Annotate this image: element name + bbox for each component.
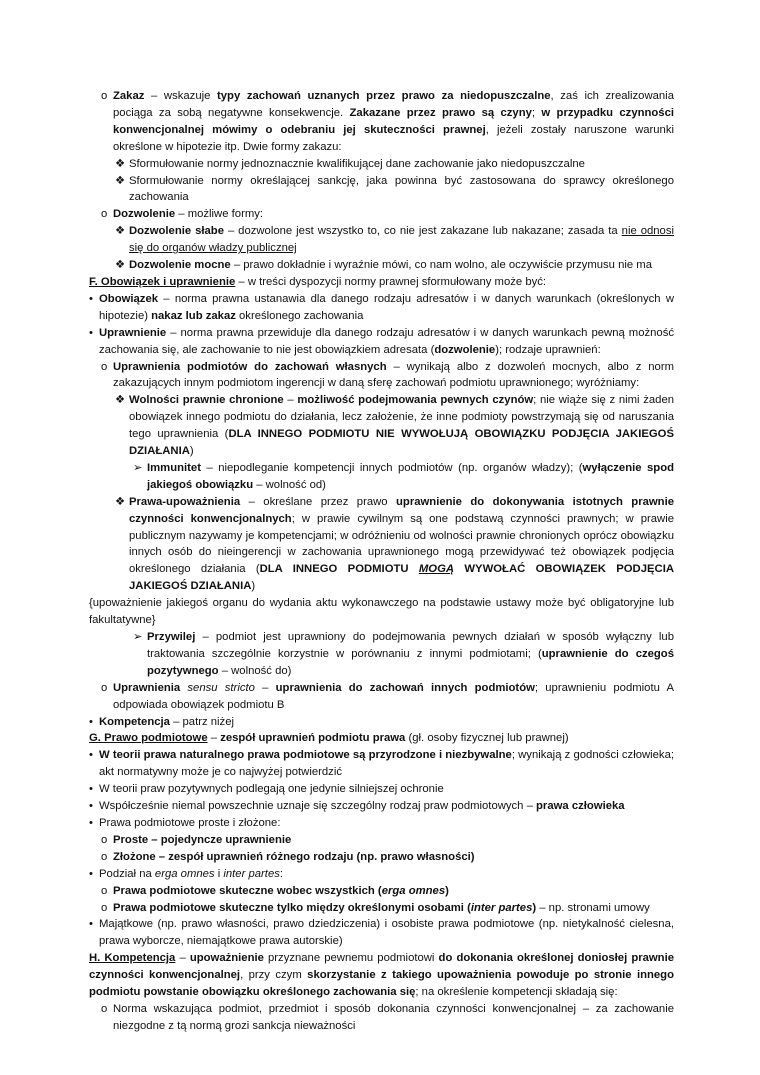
text-run: Dozwolenie [113,208,176,221]
text-run: – wolność do) [218,664,292,677]
text-run: upoważnienie [189,952,264,965]
diamond-bullet-icon: ❖ [115,394,126,407]
text-run: nie odnosi się do organów władzy publicznej [129,225,674,255]
text-run: F. Obowiązek i uprawnienie [89,275,236,288]
text-run: ; uprawnieniu podmiotu A odpowiada obowiązek podmiotu B [113,681,675,711]
text-run: Prawa podmiotowe skuteczne tylko między określonymi osobami ( [113,901,471,914]
text-run: Proste – pojedyncze uprawnienie [113,833,292,846]
diamond-bullet-icon: ❖ [115,495,126,508]
dot-bullet-icon: • [89,816,93,829]
paragraph [89,781,674,798]
text-run: Uprawnienia [113,681,188,694]
text-run: Sformułowanie normy jednoznacznie kwalifikującej dane zachowanie jako niedopuszczalne [129,157,585,170]
text-run: Uprawnienie [99,326,167,339]
text-run: W teorii praw pozytywnych podlegają one jedynie silniejszej ochronie [99,783,444,796]
text-run: do dokonania określonej doniosłej prawnie czynności konwencjonalnej [89,952,675,982]
paragraph [89,680,674,714]
text-run: WYWOŁAĆ OBOWIĄZEK PODJĘCIA JAKIEGOŚ DZIAŁANIA [129,563,674,593]
paragraph [89,900,674,917]
text-run: erga omnes [154,867,215,880]
dot-bullet-icon: • [89,867,93,880]
text-run: sensu stricto [187,681,255,694]
arrow-bullet-icon: ➢ [133,461,143,474]
text-run: ; [531,106,542,119]
document-page [89,88,674,1035]
text-run: przyznane pewnemu podmiotowi [263,952,439,965]
text-run: Sformułowanie normy określającej sankcję, jaka powinna być zastosowana do sprawcy określonego zachowania [129,174,674,204]
text-run: określonego zachowania [235,309,364,322]
text-run: uprawnienie do dokonywania istotnych prawnie czynności konwencjonalnych [129,495,674,525]
text-run: skorzystanie z takiego upoważnienia powoduje po stronie innego podmiotu powstanie obowiązku określonego zachowania się [89,969,674,999]
paragraph [89,730,674,747]
text-run: – niepodleganie kompetencji innych podmiotów (np. organów władzy); ( [200,461,583,474]
text-run: , zaś ich zrealizowania pociąga za sobą negatywne konsekwencje. [113,90,674,119]
text-run: ; na określenie kompetencji składają się: [415,986,618,999]
text-run: Współcześnie niemal powszechnie uznaje się szczególny rodzaj praw podmiotowych – [99,800,537,813]
text-run: – możliwe formy: [175,208,264,221]
paragraph [89,629,674,680]
text-run: – [175,952,190,965]
dot-bullet-icon: • [89,326,93,339]
text-run: Dozwolenie słabe [129,225,224,238]
text-run: – [207,732,221,745]
paragraph [89,798,674,815]
dot-bullet-icon: • [89,749,93,762]
paragraph [89,595,674,629]
text-run: ; nie wiąże się z nimi żaden obowiązek innego podmiotu do działania, lecz założenie, że inne podmioty powstrzymają się od naruszania tego uprawnienia ( [129,394,675,441]
paragraph [89,223,674,257]
text-run: – prawo dokładnie i wyraźnie mówi, co nam wolno, ale oczywiście przymusu nie ma [230,259,653,272]
paragraph [89,359,674,393]
dot-bullet-icon: • [89,715,93,728]
text-run: Wolności prawnie chronione [129,394,284,407]
paragraph [89,206,674,223]
text-run: w przypadku czynności konwencjonalnej mówimy o odebraniu jej skuteczności prawnej [113,106,675,136]
text-run: Dozwolenie mocne [129,259,231,272]
diamond-bullet-icon: ❖ [115,174,126,187]
text-run: Prawa-upoważnienia [129,495,241,508]
circle-bullet-icon: o [101,681,108,694]
paragraph [89,832,674,849]
paragraph [89,274,674,291]
text-run: ) [189,445,194,458]
paragraph [89,325,674,359]
text-run: Złożone – zespół uprawnień różnego rodzaju (np. prawo własności) [113,850,475,863]
text-run: – określane przez prawo [240,495,397,508]
text-run: – dozwolone jest wszystko to, co nie jest zakazane lub nakazane; zasada ta [223,225,622,238]
text-run: H. Kompetencja [89,952,176,965]
text-run: wyłączenie spod jakiegoś obowiązku [147,461,674,491]
text-run: – [254,681,276,694]
text-run: – wskazuje [144,90,218,102]
text-run: Immunitet [147,461,201,474]
text-run: erga omnes [381,884,446,897]
circle-bullet-icon: o [101,901,108,914]
text-run: – norma prawna przewiduje dla danego rodzaju adresatów i w danych warunkach pewną możność zachowania się, ale zachowanie to nie jest obowiązkiem adresata ( [99,326,674,356]
diamond-bullet-icon: ❖ [115,157,126,170]
text-run: Majątkowe (np. prawo własności, prawo dziedziczenia) i osobiste prawa podmiotowe (np. nietykalność cielesna, prawa wyborcze, niemajątkowe prawa autorskie) [99,918,674,948]
text-run: (gł. osoby fizycznej lub prawnej) [405,732,569,745]
text-run: prawa człowieka [536,800,625,813]
paragraph [89,866,674,883]
text-run: , jeżeli zostały naruszone warunki określone w hipotezie itp. Dwie formy zakazu: [113,123,674,153]
paragraph [89,494,674,595]
text-run: Uprawnienia podmiotów do zachowań własnych [113,360,387,373]
text-run: – wolność od) [253,478,326,491]
arrow-bullet-icon: ➢ [133,631,143,643]
text-run: Przywilej [147,631,196,643]
text-run: możliwość podejmowania pewnych czynów [297,394,534,407]
text-run: nakaz lub zakaz [151,309,236,322]
text-run: – wynikają albo z dozwoleń mocnych, albo z norm zakazujących innym podmiotom ingerencji w daną sferę zachowań podmiotu uprawnionego; wyróżniamy: [113,360,674,390]
text-run: zespół uprawnień podmiotu prawa [220,732,406,745]
paragraph [89,173,674,207]
paragraph [89,156,674,173]
text-run: Obowiązek [99,292,159,305]
text-run: G. Prawo podmiotowe [89,732,208,745]
text-run: Prawa podmiotowe proste i złożone: [99,816,281,829]
text-run: typy zachowań uznanych przez prawo za niedopuszczalne [217,90,551,102]
text-run: inter partes [223,867,280,880]
paragraph [89,460,674,494]
circle-bullet-icon: o [101,833,108,846]
dot-bullet-icon: • [89,292,93,305]
text-run: ) [251,580,256,593]
text-run: ; w prawie cywilnym są one podstawą czynności prawnych; w prawie publicznym nazywamy je kompetencjami; w odróżnieniu od wolności prawnie chronionych oprócz obowiązku innych osób do nieingerencji w zachowania uprawnionego mogą przewidywać też obowiązek podjęcia określonego działania ( [129,512,674,576]
circle-bullet-icon: o [101,360,108,373]
text-run: W teorii prawa naturalnego prawa podmiotowe są przyrodzone i niezbywalne [99,749,512,762]
text-run: Prawa podmiotowe skuteczne wobec wszystkich ( [113,884,382,897]
paragraph [89,714,674,731]
text-run: Zakazane przez prawo są czyny [349,106,532,119]
text-run: Zakaz [113,90,145,102]
text-run: Podział na [99,867,155,880]
text-run: {upoważnienie jakiegoś organu do wydania aktu wykonawczego na podstawie ustawy może być obligatoryjne lub fakultatywne} [89,597,674,627]
text-run: ) [532,901,537,914]
diamond-bullet-icon: ❖ [115,259,126,272]
dot-bullet-icon: • [89,800,93,813]
circle-bullet-icon: o [101,884,108,897]
text-run: uprawnienie do czegoś pozytywnego [147,647,674,677]
circle-bullet-icon: o [101,850,108,863]
paragraph [89,815,674,832]
text-run: i [214,867,224,880]
text-run: : [279,867,284,880]
text-run: ; wynikają z godności człowieka; akt normatywny może je co najwyżej potwierdzić [99,749,675,779]
text-run: Norma wskazująca podmiot, przedmiot i sposób dokonania czynności konwencjonalnej – za zachowanie niezgodne z tą normą grozi sankcja nieważności [113,1002,674,1032]
text-run: – w treści dyspozycji normy prawnej sformułowany może być: [235,275,547,288]
text-run: uprawnienia do zachowań innych podmiotów [275,681,535,694]
text-run: – np. stronami umowy [536,901,650,914]
paragraph [89,747,674,781]
paragraph [89,950,674,1001]
text-run: DLA INNEGO PODMIOTU NIE WYWOŁUJĄ OBOWIĄZKU PODJĘCIA JAKIEGOŚ DZIAŁANIA [129,428,675,458]
paragraph [89,392,674,460]
paragraph [89,1001,674,1035]
text-run: inter partes [470,901,533,914]
dot-bullet-icon: • [89,918,93,931]
text-run: DLA INNEGO PODMIOTU [259,563,419,576]
text-run: dozwolenie [434,343,496,356]
text-run: ); rodzaje uprawnień: [495,343,601,356]
circle-bullet-icon: o [101,1002,108,1015]
dot-bullet-icon: • [89,783,93,796]
text-run: ) [445,884,449,897]
text-run: – podmiot jest uprawniony do podejmowania pewnych działań w sposób wyłączny lub traktowania szczególnie korzystnie w porównaniu z innymi podmiotami; ( [147,631,674,660]
circle-bullet-icon: o [101,208,108,221]
paragraph [89,291,674,325]
text-run: , przy czym [240,969,308,982]
paragraph [89,849,674,866]
paragraph [89,88,674,156]
text-run: – norma prawna ustanawia dla danego rodzaju adresatów i w danych warunkach (określonych w hipotezie) [99,292,674,322]
text-run: – [283,394,298,407]
circle-bullet-icon: o [101,90,108,102]
paragraph [89,916,674,950]
text-run: – patrz niżej [169,715,234,728]
paragraph [89,883,674,900]
text-run: MOGĄ [418,563,455,576]
diamond-bullet-icon: ❖ [115,225,126,238]
text-run: Kompetencja [99,715,170,728]
paragraph [89,257,674,274]
